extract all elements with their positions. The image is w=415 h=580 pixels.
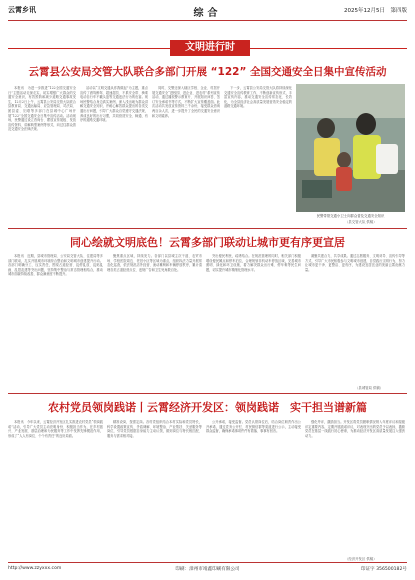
article-3-col-4: 强化考评，激励担当。开发区将党员履职情况纳入年度评议和星级评定重要内容，定期开展践诺评议，对表现突出的党员予以表扬，激励党员在基层一线践行初心使命，为推动经济开发区高质量发展注入强劲动力。 [305,420,405,438]
article-2-col-2: 聚焦重点区域，持续发力。各部门以县城主次干道、农贸市场、学校医院周边、老旧小区等区域为重点，组织执法力量开展常态化巡查，依法规范店外经营、流动摊贩和车辆停放秩序，累计清理各类占道经营点位、违规广告和卫生死角数百处。 [107,254,202,272]
newspaper-brand: 云霄乡讯 [8,6,36,14]
article-2-credit: （县城管局 供稿） [355,386,384,390]
article-2-headline: 同心绘就文明底色！云霄多部门联动让城市更有序更宣居 [70,236,345,249]
issue-date: 2025年12月5日 第四版 [344,8,407,14]
article-1-headline: 云霄县公安局交管大队联合多部门开展 “122” 全国交通安全日集中宣传活动 [28,66,387,78]
traffic-safety-photo [296,84,405,212]
article-2-col-4: 凝聚共建合力，共享成果。通过志愿服务、文明劝导、宣传引导等方式，引导广大市民积极参与文明城市创建，自觉践行文明行为，努力让城市更干净、更整洁、更有序，为建设宜居宜业的美丽云霄贡献力量。 [305,254,405,272]
article-1-col-2: 活动以“文明交通从你我做起”为主题，重点宣传了酒驾醉驾、超速超员、不系安全带、骑乘电动自行车不戴头盔等交通违法行为的危害。现场民警结合身边真实案例，深入浅出地为群众讲解交通安全知识，并耐心解答群众提出的各类交通出行问题，引导广大群众自觉遵守交通法规，养成良好的出行习惯，共同营造安全、畅通、有序的道路交通环境。 [80,86,148,123]
article-3-credit: （经济开发区 供稿） [345,557,377,561]
footer-rule [8,562,407,563]
page-header [8,4,407,18]
divider-1 [8,228,407,229]
article-1-col-3: 同时，交警还深入辖区学校、企业、村居开展交通安全“进校园、进企业、进农村”系列宣传活动，通过播放警示教育片、开展知识问答、签订安全承诺书等方式，不断扩大宣传覆盖面。此次活动共发放宣传资料三千余份，接受群众咨询两百余人次，进一步提升了全民的交通安全意识和文明素养。 [152,86,220,118]
photo-caption: 民警带领交通小卫士向群众普及交通安全知识 [316,214,385,218]
article-3-col-1: 本报讯 今年以来，云霄经济开发区扎实推进农村党员“领岗践诺”活动，引导广大党员主动亮明身份、积极担当作为，在乡村振兴、产业发展、基层治理和为民服务等工作中发挥先锋模范作用，形成了“人人有岗位、个个有责任”的良好局面。 [8,420,103,438]
article-1-credit: （县交管大队 供稿） [345,220,377,224]
section-title: 综合 [193,8,222,19]
divider-2 [8,393,407,394]
footer-license: 印证字 356500182号 [360,567,407,572]
article-3-col-2: 精准设岗，按需定岗。各村党组织结合本村实际和党员特长，科学设置政策宣传、矛盾调解、环境整治、产业帮扶、关爱服务等岗位，引导党员根据自身能力主动认领，做到岗位与特长相匹配、服务与需求相对接。 [107,420,202,438]
header-rule [8,20,407,21]
footer-website[interactable]: http://www.zzyxxx.com [8,566,62,571]
article-1-col-4: 下一步，云霄县公安局交管大队将持续深化交通安全宣传教育工作，不断创新宣传形式，丰富宣传内容，推动交通安全宣传常态化、长效化，为全县经济社会高质量发展营造安全稳定的道路交通环境。 [224,86,292,109]
article-3-headline: 农村党员领岗践诺丨云霄经济开发区：领岗践诺 实干担当谱新篇 [48,401,367,414]
article-3-col-3: 公开承诺，接受监督。党员认领岗位后，结合岗位职责作出公开承诺，通过党务公开栏、村民微信群等渠道进行公示，主动接受群众监督，确保承诺事项件件有着落、事事有回音。 [206,420,301,434]
footer-printer: 印刷：漳州市靖鑫印刷有限公司 [175,567,240,572]
article-2-col-3: 突出便民利民，疏堵结合。在规范管理的同时，相关部门积极增设便民摊点和停车泊位，合理规划非机动车停放区域，完善城市照明、绿化和环卫设施，着力解决群众出行难、停车难等民生问题，切实提升城市精细化管理水平。 [206,254,301,272]
section-banner: 文明进行时 [170,40,250,56]
article-2-col-1: 本报讯 近期，县城市管理局、公安局交管大队、住建局等多部门联动，扎实开展城市环境综合整治和文明城市创建提升行动。各部门明确分工、压实责任，围绕占道经营、乱停乱放、乱贴乱画、乱搭乱建等突出问题，坚持集中整治与常态管理相结合，推动城市面貌持续改善，群众满意度不断提升。 [8,254,103,277]
article-1-col-1: 本报讯 为进一步推进“122全国交通安全日”主题活动走深走实，切实增强广大群众的交通安全意识，有效预防和减少道路交通事故发生，12月2日上午，云霄县公安局交管大队联合县教育局、交通运输局、应急管理局、司法局、团县委、妇联等多部门在县城中心广场开展“122”全国交通安全日集中宣传活动。活动现场，民警通过设立咨询台、摆放宣传展板、发放宣传资料、讲解典型案例等形式，向过往群众普及交通安全法律法规。 [8,86,76,132]
